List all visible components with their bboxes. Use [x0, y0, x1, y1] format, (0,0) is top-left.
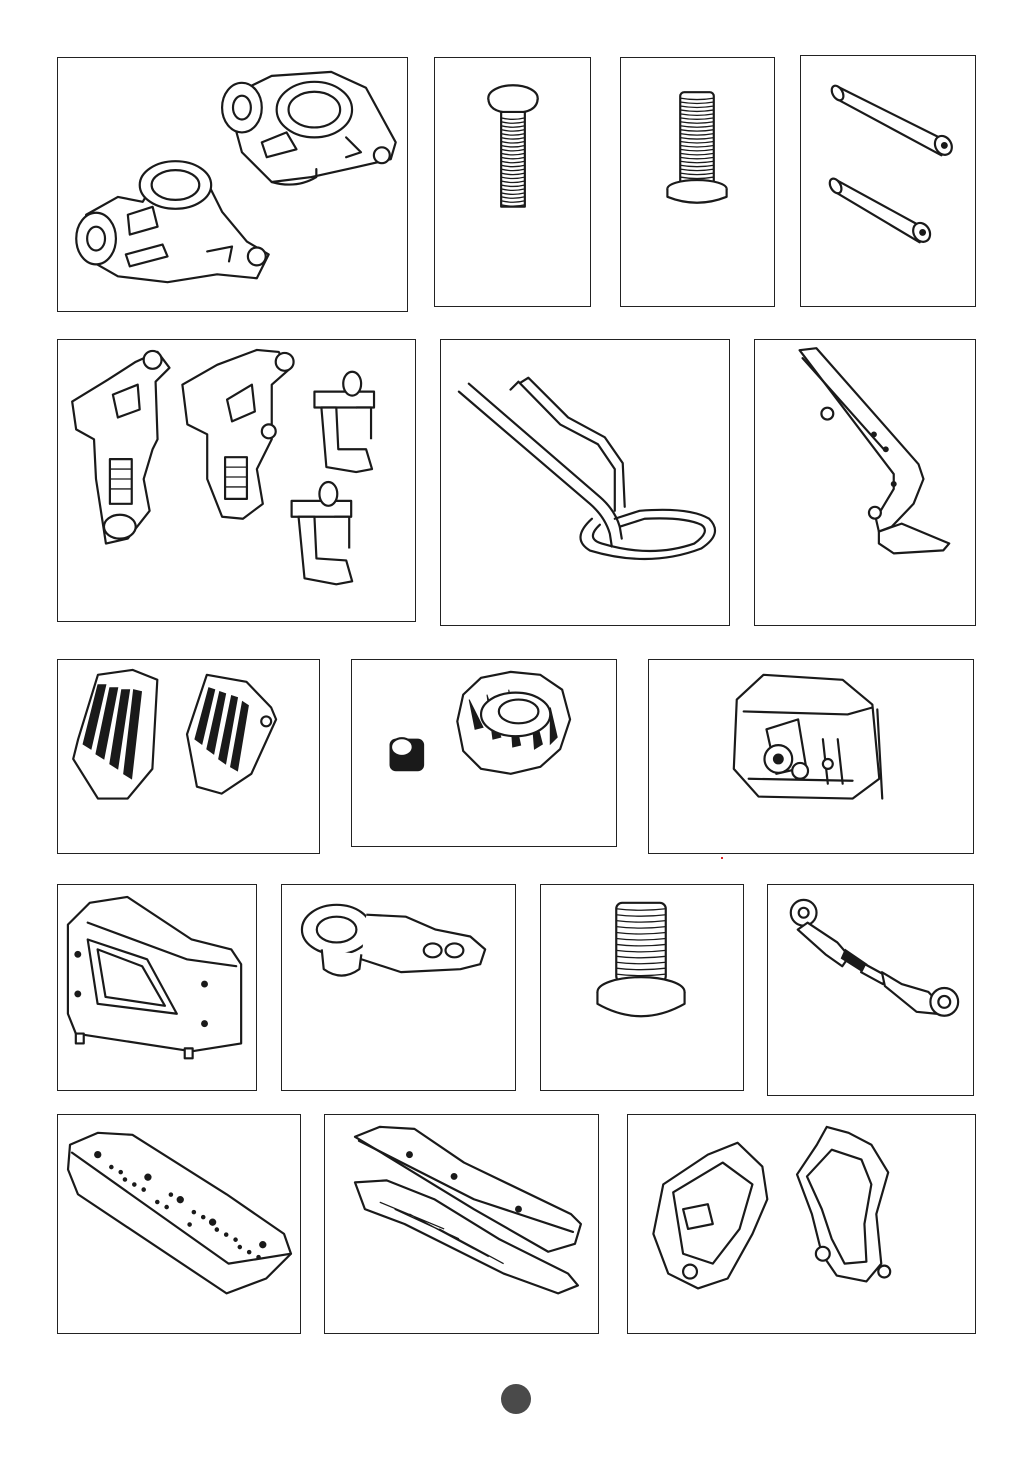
- part-panel-servo-horn: [281, 884, 516, 1091]
- battery-strap-icon: [755, 340, 975, 625]
- part-panel-chassis: [57, 1114, 301, 1334]
- part-panel-servo: [648, 659, 974, 854]
- short-button-screw-icon: [541, 885, 743, 1090]
- hinge-pins-pair-icon: [801, 56, 975, 306]
- part-panel-long-screw: [434, 57, 591, 307]
- part-panel-heatsinks: [57, 659, 320, 854]
- shock-towers-and-mounts-icon: [58, 340, 415, 621]
- servo-mount-bracket-icon: [58, 885, 256, 1090]
- part-panel-side-guards: [324, 1114, 599, 1334]
- part-panel-turnbuckle: [767, 884, 974, 1096]
- part-panel-pinion: [351, 659, 617, 847]
- part-panel-pins: [800, 55, 976, 307]
- motor-heatsinks-icon: [58, 660, 319, 853]
- page-marker-dot: [501, 1384, 531, 1414]
- part-panel-short-screw: [540, 884, 744, 1091]
- red-dot-mark: [721, 857, 723, 859]
- part-panel-shock-towers: [57, 339, 416, 622]
- adjustable-turnbuckle-link-icon: [768, 885, 973, 1095]
- part-panel-battery-strap: [754, 339, 976, 626]
- bent-wire-bar-icon: [441, 340, 729, 625]
- pinion-gear-and-set-screw-icon: [352, 660, 616, 846]
- chassis-plate-icon: [58, 1115, 300, 1333]
- part-panel-rear-hubs: [57, 57, 408, 312]
- part-panel-bumper-braces: [627, 1114, 976, 1334]
- flanged-screw-icon: [621, 58, 774, 306]
- button-head-screw-long-icon: [435, 58, 590, 306]
- side-guards-pair-icon: [325, 1115, 598, 1333]
- part-panel-wire-bar: [440, 339, 730, 626]
- rear-hub-carriers-pair-icon: [58, 58, 407, 311]
- part-panel-servo-mount: [57, 884, 257, 1091]
- servo-horn-icon: [282, 885, 515, 1090]
- part-panel-flanged-screw: [620, 57, 775, 307]
- steering-servo-assembly-icon: [649, 660, 973, 853]
- bumper-braces-icon: [628, 1115, 975, 1333]
